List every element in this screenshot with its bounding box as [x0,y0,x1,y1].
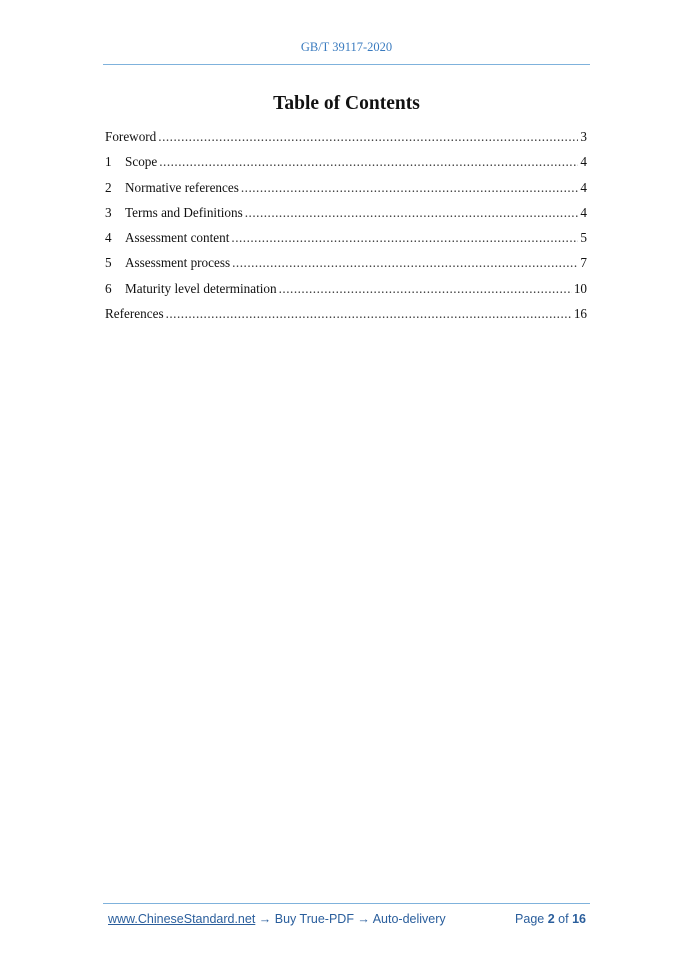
toc-entry-page: 4 [580,204,587,220]
page-indicator [515,912,586,926]
toc-entry-label: Foreword [105,129,157,144]
header-divider [103,64,590,65]
toc-leader-dots [232,255,578,271]
toc-entry-label: Assessment content [125,230,230,246]
toc-entry-page: 3 [580,129,587,144]
toc-entry-maturity-level-determination[interactable] [105,281,587,306]
toc-leader-dots [241,180,579,196]
toc-entry-number: 3 [105,204,112,220]
toc-leader-dots [231,230,578,246]
toc-entry-number: 1 [105,154,112,170]
toc-entry-scope[interactable] [105,154,587,179]
of-word: of [558,912,569,926]
toc-title: Table of Contents [273,93,420,114]
arrow-icon: → [353,912,373,926]
auto-delivery-text: Auto-delivery [372,912,446,926]
toc-entry-normative-references[interactable] [105,180,587,205]
buy-true-pdf-text: Buy True-PDF [274,912,354,926]
site-link[interactable]: www.ChineseStandard.net [108,912,256,926]
document-code-header: GB/T 39117-2020 [300,40,393,54]
toc-entry-label: Assessment process [125,255,231,271]
toc-entry-page: 5 [580,230,587,246]
toc-entry-assessment-content[interactable] [105,230,587,255]
toc-entry-number: 4 [105,230,112,246]
toc-entry-number: 5 [105,255,112,271]
page-footer [108,912,586,926]
toc-entry-label: Terms and Definitions [125,204,243,220]
toc-entry-references[interactable] [105,306,587,331]
toc-entry-page: 4 [580,154,587,170]
toc-leader-dots [166,306,572,322]
footer-left [108,912,446,926]
page-word: Page [515,912,545,926]
toc-leader-dots [158,129,578,145]
toc-leader-dots [279,281,572,297]
toc-leader-dots [245,205,579,221]
toc-entry-page: 7 [580,255,587,271]
toc-entry-page: 16 [573,306,587,322]
toc-entry-label: Maturity level determination [125,280,277,296]
toc-entry-number: 6 [105,280,112,296]
toc-entry-terms-and-definitions[interactable] [105,205,587,230]
toc-entry-label: References [105,306,164,322]
toc-leader-dots [159,154,578,170]
toc-entry-foreword[interactable] [105,129,587,154]
toc-entry-page: 10 [573,280,587,296]
toc-entry-number: 2 [105,179,112,195]
toc-entry-assessment-process[interactable] [105,255,587,280]
page-total: 16 [572,912,586,926]
arrow-icon: → [255,912,275,926]
toc-entry-label: Normative references [125,179,239,195]
toc-entry-label: Scope [125,154,158,170]
footer-divider [103,903,590,904]
toc-entry-page: 4 [580,179,587,195]
table-of-contents [105,129,587,331]
page-current: 2 [547,912,555,926]
